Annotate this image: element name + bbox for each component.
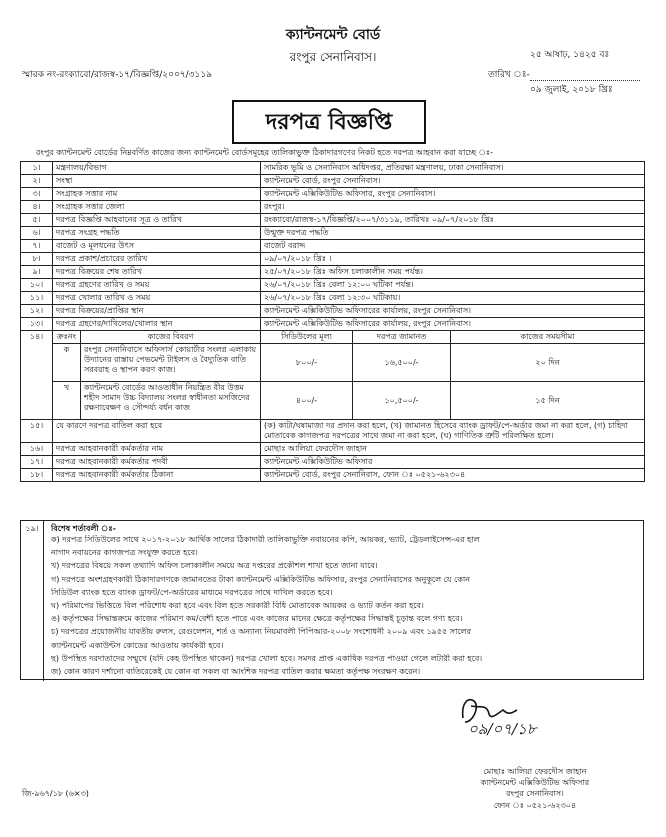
work-item-duration: ২০ দিন (451, 344, 645, 382)
row-label: দরপত্র আহবানকারী কর্মকর্তার পদবী (53, 456, 261, 469)
row-value: ক্যান্টনমেন্ট এক্সিকিউটিভ অফিসার (261, 456, 645, 469)
table-row (21, 253, 645, 266)
row-number: ১৩। (21, 318, 53, 331)
row-label: সংগ্রাহক সত্তার জেলা (53, 201, 261, 214)
row-label: যে কারণে দরপত্র বাতিল করা হবে (53, 420, 261, 443)
row-label: দরপত্র বিক্রয়ের/প্রাপ্তির স্থান (53, 305, 261, 318)
row-value: ২৬/০৭/২০১৮ খ্রিঃ বেলা ১২:৩০ ঘটিকায়। (261, 292, 645, 305)
row-value: উন্মুক্ত দরপত্র পদ্ধতি (261, 227, 645, 240)
table-row (21, 188, 645, 201)
tender-table (20, 161, 645, 482)
row-label: দরপত্র সংগ্রহ পদ্ধতি (53, 227, 261, 240)
date-english: ০৯ জুলাই, ২০১৮ খ্রিঃ (530, 85, 613, 95)
table-row (21, 227, 645, 240)
row-label: দরপত্র আহবানকারী কর্মকর্তার নাম (53, 443, 261, 456)
signatory-location: রংপুর সেনানিবাস। (506, 789, 564, 798)
row-label: সংগ্রাহক সত্তার নাম (53, 188, 261, 201)
work-item-number: খ (53, 382, 81, 420)
table-row (21, 266, 645, 279)
row-value: রংপুর। (261, 201, 645, 214)
row-label: সংস্থা (53, 175, 261, 188)
row-label: দরপত্র গ্রহণের তারিখ ও সময় (53, 279, 261, 292)
work-item-row (21, 382, 645, 420)
works-header: সিডিউলের মূল্য (261, 331, 353, 344)
works-header: কাজের বিবরণ (81, 331, 261, 344)
work-item-price: ৮০০/- (261, 344, 353, 382)
row-label: বাজেট ও মূলধনের উৎস (53, 240, 261, 253)
work-item-description: ক্যান্টনমেন্ট বোর্ডের আওতাধীন নিয়ন্ত্রিত বীর উত্তম শহীদ সামাদ উচ্চ বিদ্যালয় সংলগ্ন স্বাধীনতা মসজিদের রক্ষণাবেক্ষণ ও সৌন্দর্য্য বর্ধন কাজ (81, 382, 261, 420)
work-item-number: ক (53, 344, 81, 382)
special-conditions (20, 520, 644, 680)
intro-text: রংপুর ক্যান্টনমেন্ট বোর্ডের নিম্নবর্ণিত কাজের জন্য ক্যান্টনমেন্ট বোর্ডসমূহের তালিকাভুক্ত ঠিকাদারগণের নিকট হতে দরপত্র আহবান করা যাচ্ছে ঃ- (36, 148, 493, 157)
row-number: ১৬। (21, 443, 53, 456)
condition-line: ক্যান্টনমেন্ট একাউন্টস কোডের আওতায় কার্যকরী হবে। (51, 640, 224, 650)
notice-title: দরপত্র বিজ্ঞপ্তি (232, 100, 426, 144)
date-label: তারিখ ঃ- (488, 70, 530, 80)
signatory-designation: ক্যান্টনমেন্ট এক্সিকিউটিভ অফিসার (480, 778, 590, 787)
row-number: ৫। (21, 214, 53, 227)
row-value: ২৫/০৭/২০১৮ খ্রিঃ অফিস চলাকালীন সময় পর্যন্ত। (261, 266, 645, 279)
row-value: (ক) কাটা/ঘষামাজা দর প্রদান করা হলে, (খ) জামানত হিসেবে ব্যাংক ড্রাফট/পে-অর্ডার জমা না করা হলে, (গ) চাহিদা মোতাবেক কাগজপত্র দরপত্রের সাথে জমা না করা হলে, (ঘ) গাণিতিক ত্রুটি পরিলক্ষিত হলে। (261, 420, 645, 443)
work-item-row (21, 344, 645, 382)
works-header: দরপত্র জামানত (353, 331, 451, 344)
work-item-description: রংপুর সেনানিবাসে অফিসার্স কোয়ার্টার সংলগ্ন এলাকায় উদ্যানের রাস্তায় পেভমেন্ট টাইলস ও বৈদ্যুতিক বাতি সরবরাহ ও স্থাপন করণ কাজ। (81, 344, 261, 382)
table-row (21, 456, 645, 469)
row-label: মন্ত্রণালয়/বিভাগ (53, 162, 261, 175)
table-row (21, 162, 645, 175)
works-header-row (21, 331, 645, 344)
row-label: দরপত্র খোলার তারিখ ও সময় (53, 292, 261, 305)
row-number: ১৮। (21, 469, 53, 482)
row-number: ১৭। (21, 456, 53, 469)
condition-line: খ) দরপত্রের বিষয়ে সকল তথ্যাদি অফিস চলাকালীন সময়ে অত্র দপ্তরের প্রকৌশল শাখা হতে জানা যাবে। (51, 561, 378, 571)
work-item-duration: ১৫ দিন (451, 382, 645, 420)
condition-line: চ) দরপত্রের প্রয়োজনীয় যাবতীয় রুলস, রেগুলেশন, শর্ত ও অন্যান্য নিয়মাবলী পিপিআর-২০০৮ সংশোধনী ২০০৯ এবং ১৯৫৫ সালের (51, 627, 471, 637)
row-number: ১৪। (21, 331, 53, 420)
date-divider (530, 80, 640, 81)
condition-line: ঘ) পরিমাপের ভিত্তিতে বিল পরিশোধ করা হবে এবং বিল হতে সরকারী বিধি মোতাবেক আয়কর ও ভ্যাট কর্তন করা হবে। (51, 601, 424, 610)
table-row (21, 469, 645, 482)
row-number: ১১। (21, 292, 53, 305)
table-row (21, 201, 645, 214)
condition-line: জ) কোন কারণ দর্শানো ব্যতিরেকেই যে কোন বা সকল বা আংশিক দরপত্র বাতিল করার ক্ষমতা কর্তৃপক্ষ সংরক্ষণ করেন। (51, 667, 421, 676)
row-value: সামরিক ভূমি ও সেনানিবাস অধিদপ্তর, প্রতিরক্ষা মন্ত্রণালয়, ঢাকা সেনানিবাস। (261, 162, 645, 175)
condition-line: গ) দরপত্রে অংশগ্রহণকারী ঠিকাদারগণকে জামানতের টাকা ক্যান্টনমেন্ট এক্সিকিউটিভ অফিসার, রংপুর সেনানিবাসের অনুকূলে যে কোন (51, 574, 470, 584)
signatory-name: মোছাঃ আলিয়া ফেরদৌস জাহান (483, 767, 587, 776)
row-number: ৪। (21, 201, 53, 214)
row-value: ক্যান্টনমেন্ট এক্সিকিউটিভ অফিসার, রংপুর সেনানিবাস। (261, 188, 645, 201)
signature-date: ০৯/০৭/১৮ (468, 720, 537, 738)
row-label: দরপত্র আহবানকারী কর্মকর্তার ঠিকানা (53, 469, 261, 482)
row-value: ক্যান্টনমেন্ট বোর্ড, রংপুর সেনানিবাস, ফোন ঃ ০৫২১-৬২৩০৪ (261, 469, 645, 482)
conditions-number: ১৯। (21, 521, 44, 681)
row-number: ২। (21, 175, 53, 188)
row-value: ক্যান্টনমেন্ট এক্সিকিউটিভ অফিসারের কার্যালয়, রংপুর সেনানিবাস। (261, 318, 645, 331)
row-number: ৬। (21, 227, 53, 240)
table-row (21, 175, 645, 188)
work-item-security: ১০,৫০০/- (353, 382, 451, 420)
footer-code: জি-৯৬৭/১৮ (৬×৩) (22, 789, 89, 798)
row-value: ক্যান্টনমেন্ট এক্সিকিউটিভ অফিসারের কার্যালয়, রংপুর সেনানিবাস। (261, 305, 645, 318)
row-value: ২৬/০৭/২০১৮ খ্রিঃ বেলা ১২:০০ ঘটিকা পর্যন্ত। (261, 279, 645, 292)
row-number: ১০। (21, 279, 53, 292)
row-number: ৯। (21, 266, 53, 279)
row-value: ০৯/০৭/২০১৮ খ্রিঃ । (261, 253, 645, 266)
row-label: দরপত্র বিজ্ঞপ্তি আহবানের সূত্র ও তারিখ (53, 214, 261, 227)
table-row (21, 443, 645, 456)
work-item-price: ৪০০/- (261, 382, 353, 420)
row-value: বাজেট বরাদ্দ (261, 240, 645, 253)
org-title: ক্যান্টনমেন্ট বোর্ড (285, 27, 381, 43)
table-row (21, 214, 645, 227)
row-value: ক্যান্টনমেন্ট বোর্ড, রংপুর সেনানিবাস। (261, 175, 645, 188)
signatory-phone: ফোন ঃ ০৫২১-৬২৩০৪ (493, 801, 577, 810)
row-number: ৭। (21, 240, 53, 253)
row-number: ১২। (21, 305, 53, 318)
row-number: ৮। (21, 253, 53, 266)
conditions-heading: বিশেষ শর্তাবলী ঃ- (51, 524, 116, 533)
works-header: ক্রঃনং (53, 331, 81, 344)
table-row (21, 279, 645, 292)
table-row (21, 420, 645, 443)
org-location: রংপুর সেনানিবাস। (289, 50, 377, 64)
table-row (21, 292, 645, 305)
row-number: ১৫। (21, 420, 53, 443)
row-label: দরপত্র গ্রহণের/দাখিলের/খোলার স্থান (53, 318, 261, 331)
works-header: কাজের সময়সীমা (451, 331, 645, 344)
work-item-security: ১৬,৫০০/- (353, 344, 451, 382)
row-value: মোছাঃ আলিয়া ফেরদৌস জাহান (261, 443, 645, 456)
row-number: ৩। (21, 188, 53, 201)
reference-number: স্মারক নং-রংক্যাবো/রাজস্ব-১৭/বিজ্ঞপ্তি/২০০৭/৩১১৯ (22, 70, 213, 80)
condition-line: ক) দরপত্র সিডিউলের সাথে ২০১৭-২০১৮ আর্থিক সালের ঠিকাদারী তালিকাভুক্তি নবায়নের কপি, আয়কর, ভ্যাট, ট্রেডলাইসেন্স-এর হাল (51, 535, 480, 544)
date-bangla: ২৫ আষাঢ়, ১৪২৫ বঃ (530, 50, 610, 60)
row-number: ১। (21, 162, 53, 175)
table-row (21, 305, 645, 318)
condition-line: ছ) উপস্থিত দরদাতাদের সম্মুখে (যদি কেহ উপস্থিত থাকেন) দরপত্র খোলা হবে। সমদর প্রাপ্ত একাধিক দরপত্র পাওয়া গেলে লটারী করা হবে। (51, 653, 483, 663)
row-label: দরপত্র বিক্রয়ের শেষ তারিখ (53, 266, 261, 279)
table-row (21, 240, 645, 253)
condition-line: ঙ) কর্তৃপক্ষের সিদ্ধান্তক্রমে কাজের পরিমাণ কম/বেশী হতে পারে এবং কাজের মানের ক্ষেত্রে কর্তৃপক্ষের সিদ্ধান্তই চূড়ান্ত বলে গণ্য হবে। (51, 614, 463, 624)
condition-line: সিডিউল ব্যাংক হতে ব্যাংক ড্রাফট/পে-অর্ডারের মাধ্যমে দরপত্রের সাথে দাখিল করতে হবে। (51, 587, 333, 597)
row-value: রংক্যাবো/রাজস্ব-১৭/বিজ্ঞপ্তি/২০০৭/৩১১৯, তারিখঃ ০৯/০৭/২০১৮ খ্রিঃ (261, 214, 645, 227)
condition-line: নাগাদ নবায়নের কাগজপত্র সংযুক্ত করতে হবে। (51, 548, 198, 558)
row-label: দরপত্র প্রকাশ/প্রচারের তারিখ (53, 253, 261, 266)
table-row (21, 318, 645, 331)
